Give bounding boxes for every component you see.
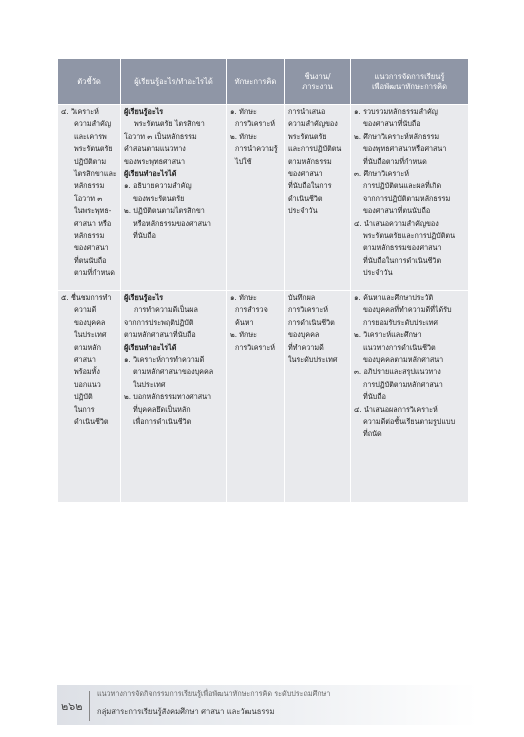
- table-row: [58, 291, 469, 503]
- footer-book-title: แนวทางการจัดกิจกรรมการเรียนรู้เพื่อพัฒนาทักษะการคิด ระดับประถมศึกษา: [97, 689, 331, 698]
- cell-thinking-skill: ๑. ทักษะ การสำรวจ ค้นหา ๒. ทักษะ การวิเคราะห์: [227, 291, 285, 503]
- table-row: [58, 105, 469, 291]
- header-what-learned: ผู้เรียนรู้อะไร/ทำอะไรได้: [121, 59, 227, 105]
- table-header-row: [58, 59, 469, 105]
- cell-what-learned: ผู้เรียนรู้อะไร การทำความดีเป็นผล จากการประพฤติปฏิบัติ ตามหลักศาสนาที่นับถือ ผู้เรียนทำอะไรได้ ๑. วิเคราะห์การทำความดี ตามหลักศาสนาของบุคคล ในประเทศ ๒. บอกหลักธรรมทางศาสนา ที่บุคคลยึดเป็นหลัก เพื่อการดำเนินชีวิต: [121, 291, 227, 503]
- cell-learning-approach: ๑. รวบรวมหลักธรรมสำคัญ ของศาสนาที่นับถือ ๒. ศึกษาวิเคราะห์หลักธรรม ของพุทธศาสนาหรือศาสนา ที่นับถือตามที่กำหนด ๓. ศึกษาวิเคราะห์ การปฏิบัติตนและผลที่เกิด จากการปฏิบัติตามหลักธรรม ของศาสนาที่ตนนับถือ ๔. นำเสนอความสำคัญของ พระรัตนตรัยและการปฏิบัติตน ตามหลักธรรมของศาสนา ที่นับถือในการดำเนินชีวิต ประจำวัน: [351, 105, 469, 291]
- cell-thinking-skill: ๑. ทักษะ การวิเคราะห์ ๒. ทักษะ การนำความรู้ ไปใช้: [227, 105, 285, 291]
- learning-plan-table: [57, 58, 469, 503]
- cell-workpiece: การนำเสนอ ความสำคัญของ พระรัตนตรัย และการปฏิบัติตน ตามหลักธรรม ของศาสนา ที่นับถือในการ ดำเนินชีวิต ประจำวัน: [285, 105, 351, 291]
- cell-indicator: ๕. ชื่นชมการทำ ความดี ของบุคคล ในประเทศ ตามหลัก ศาสนา พร้อมทั้ง บอกแนว ปฏิบัติ ในการ ดำเนินชีวิต: [58, 291, 121, 503]
- cell-workpiece: บันทึกผล การวิเคราะห์ การดำเนินชีวิต ของบุคคล ที่ทำความดี ในระดับประเทศ: [285, 291, 351, 503]
- header-thinking-skill: ทักษะการคิด: [227, 59, 285, 105]
- header-workpiece: ชิ้นงาน/ ภาระงาน: [285, 59, 351, 105]
- footer-divider: [89, 691, 90, 721]
- page-footer: [57, 685, 477, 725]
- cell-what-learned: ผู้เรียนรู้อะไร พระรัตนตรัย ไตรสิกขา โอวาท ๓ เป็นหลักธรรม คำสอนตามแนวทาง ของพระพุทธศาสนา ผู้เรียนทำอะไรได้ ๑. อธิบายความสำคัญ ของพระรัตนตรัย ๒. ปฏิบัติตนตามไตรสิกขา หรือหลักธรรมของศาสนา ที่นับถือ: [121, 105, 227, 291]
- cell-learning-approach: ๑. ค้นหาและศึกษาประวัติ ของบุคคลที่ทำความดีที่ได้รับ การยอมรับระดับประเทศ ๒. วิเคราะห์และศึกษา แนวทางการดำเนินชีวิต ของบุคคลตามหลักศาสนา ๓. อภิปรายและสรุปแนวทาง การปฏิบัติตามหลักศาสนา ที่นับถือ ๔. นำเสนอผลการวิเคราะห์ ความดีต่อชั้นเรียนตามรูปแบบ ที่ถนัด: [351, 291, 469, 503]
- header-learning-approach: แนวการจัดการเรียนรู้ เพื่อพัฒนาทักษะการคิด: [351, 59, 469, 105]
- cell-indicator: ๔. วิเคราะห์ ความสำคัญ และเคารพ พระรัตนตรัย ปฏิบัติตาม ไตรสิกขาและ หลักธรรม โอวาท ๓ ในพระพุทธ- ศาสนา หรือ หลักธรรม ของศาสนา ที่ตนนับถือ ตามที่กำหนด: [58, 105, 121, 291]
- footer-subject-group: กลุ่มสาระการเรียนรู้สังคมศึกษา ศาสนา และวัฒนธรรม: [97, 707, 275, 716]
- page-number: ๒๖๒: [61, 700, 83, 713]
- header-indicator: ตัวชี้วัด: [58, 59, 121, 105]
